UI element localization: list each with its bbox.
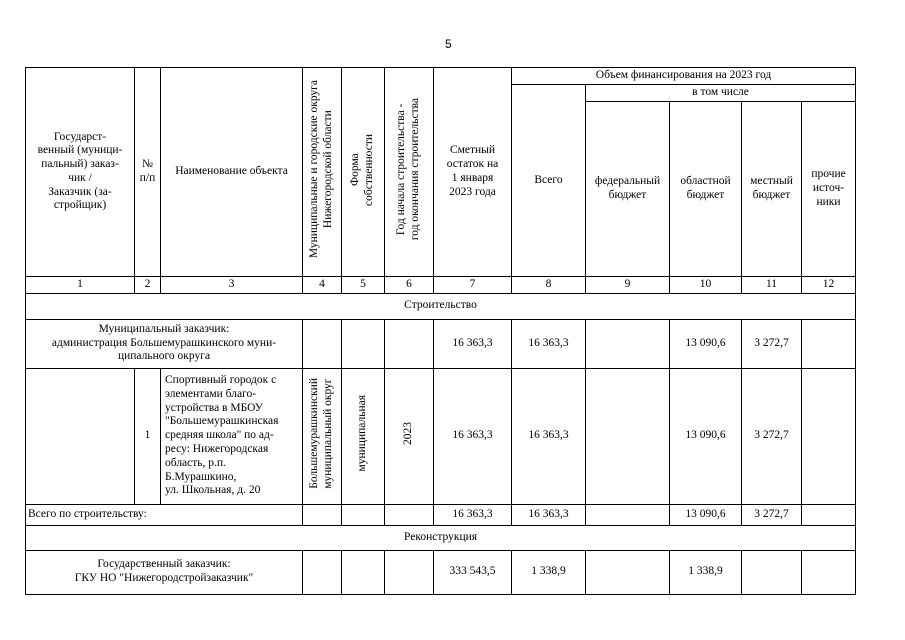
col-number: 1	[26, 276, 135, 293]
section-reconstruction: Реконструкция	[26, 525, 856, 550]
column-numbers-row	[26, 276, 856, 293]
header-years-cell	[385, 68, 434, 277]
header-ownership: Форма собственности	[349, 133, 375, 206]
header-total: Всего	[512, 85, 586, 277]
object-municipality: Большемурашкинский муниципальный округ	[308, 378, 334, 490]
col-number: 11	[742, 276, 802, 293]
table-row-total	[26, 504, 856, 525]
col-number: 5	[342, 276, 385, 293]
object-number: 1	[135, 368, 161, 504]
total-value: 16 363,3	[512, 319, 586, 368]
header-municipality-cell	[303, 68, 342, 277]
total-value: 16 363,3	[512, 368, 586, 504]
table-row	[26, 550, 856, 594]
object-ownership-cell	[342, 368, 385, 504]
object-ownership: муниципальная	[356, 395, 369, 472]
header-other: прочие источ- ники	[802, 101, 856, 276]
estimate-value: 16 363,3	[434, 319, 512, 368]
header-funding: Объем финансирования на 2023 год	[512, 68, 856, 85]
object-municipality-cell	[303, 368, 342, 504]
section-row-reconstruction	[26, 525, 856, 550]
local-value: 3 272,7	[742, 368, 802, 504]
header-regional: областной бюджет	[670, 101, 742, 276]
col-number: 9	[586, 276, 670, 293]
financing-table	[25, 67, 856, 595]
local-value: 3 272,7	[742, 504, 802, 525]
section-row-construction	[26, 293, 856, 319]
col-number: 4	[303, 276, 342, 293]
estimate-value: 16 363,3	[434, 504, 512, 525]
header-estimate: Сметный остаток на 1 января 2023 года	[434, 68, 512, 277]
customer-label: Муниципальный заказчик: администрация Большемурашкинского муни- ципального округа	[26, 319, 303, 368]
estimate-value: 16 363,3	[434, 368, 512, 504]
regional-value: 13 090,6	[670, 319, 742, 368]
customer-label: Государственный заказчик: ГКУ НО "Нижегородстройзаказчик"	[26, 550, 303, 594]
object-year-cell	[385, 368, 434, 504]
local-value: 3 272,7	[742, 319, 802, 368]
header-federal: федеральный бюджет	[586, 101, 670, 276]
section-construction: Строительство	[26, 293, 856, 319]
header-local: местный бюджет	[742, 101, 802, 276]
col-number: 12	[802, 276, 856, 293]
table-row	[26, 319, 856, 368]
regional-value: 13 090,6	[670, 368, 742, 504]
col-number: 6	[385, 276, 434, 293]
header-row-1	[26, 68, 856, 85]
header-years: Год начала строительства - год окончания строительства	[395, 98, 421, 241]
header-customer: Государст- венный (муници- пальный) заказ- чик / Заказчик (за- стройщик)	[26, 68, 135, 277]
estimate-value: 333 543,5	[434, 550, 512, 594]
total-construction-label: Всего по строительству:	[26, 504, 303, 525]
total-value: 1 338,9	[512, 550, 586, 594]
total-value: 16 363,3	[512, 504, 586, 525]
header-num: № п/п	[135, 68, 161, 277]
object-name: Спортивный городок с элементами благо- устройства в МБОУ "Большемурашкинская средняя школа" по ад- ресу: Нижегородская область, р.п. Б.Мурашкино, ул. Школьная, д. 20	[161, 368, 303, 504]
table-row	[26, 368, 856, 504]
header-municipality: Муниципальные и городские округа Нижегородской области	[308, 80, 334, 259]
col-number: 7	[434, 276, 512, 293]
header-object-name: Наименование объекта	[161, 68, 303, 277]
header-ownership-cell	[342, 68, 385, 277]
regional-value: 1 338,9	[670, 550, 742, 594]
header-including: в том числе	[586, 85, 856, 102]
col-number: 2	[135, 276, 161, 293]
col-number: 8	[512, 276, 586, 293]
col-number: 3	[161, 276, 303, 293]
regional-value: 13 090,6	[670, 504, 742, 525]
object-year: 2023	[402, 422, 415, 446]
page-number: 5	[445, 37, 452, 51]
col-number: 10	[670, 276, 742, 293]
